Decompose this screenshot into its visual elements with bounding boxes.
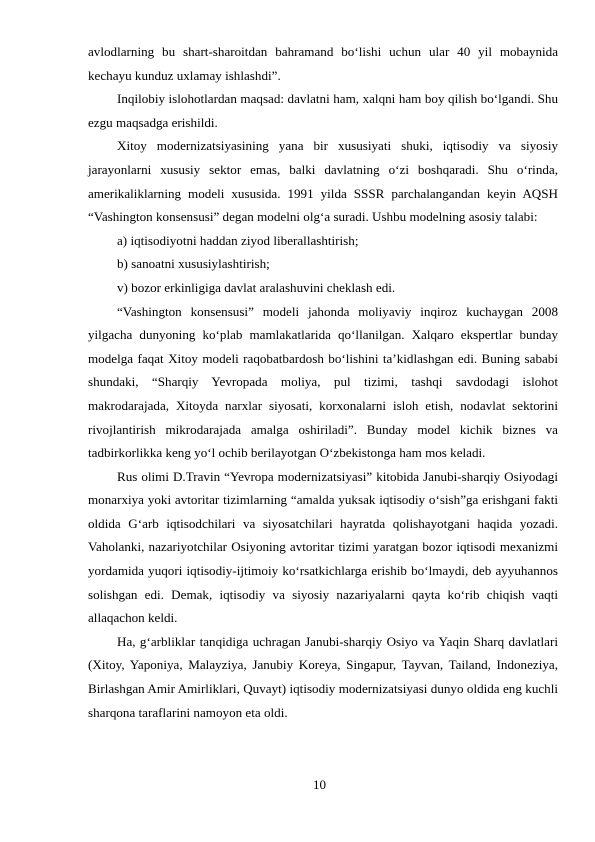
list-item-v: v) bozor erkinligiga davlat aralashuvini cheklash edi. xyxy=(117,279,396,295)
document-body xyxy=(88,40,558,724)
paragraph-washington-consensus: “Vashington konsensusi” modeli jahonda moliyaviy inqiroz kuchaygan 2008 yilgacha dunyoning ko‘plab mamlakatlarida qo‘llanilgan. Xalqaro ekspertlar bunday modelga faqat Xitoy modeli raqobatbardosh bo‘lishini ta’kidlashgan edi. Buning sababi shundaki, “Sharqiy Yevropada moliya, pul tizimi, tashqi savdodagi islohot makrodarajada, Xitoyda narxlar siyosati, korxonalarni isloh etish, nodavlat sektorini rivojlantirish mikrodarajada amalga oshiriladi”. Bunday model kichik biznes va tadbirkorlikka keng yo‘l ochib berilayotgan O‘zbekistonga ham mos keladi. xyxy=(88,303,558,461)
list-item-b: b) sanoatni xususiylashtirish; xyxy=(117,256,270,272)
list-item-a: a) iqtisodiyotni haddan ziyod liberallashtirish; xyxy=(117,232,359,248)
page-number: 10 xyxy=(312,777,327,792)
paragraph-east-asia: Ha, g‘arbliklar tanqidiga uchragan Janubi-sharqiy Osiyo va Yaqin Sharq davlatlari (Xitoy, Yaponiya, Malayziya, Janubiy Koreya, Singapur, Tayvan, Tailand, Indoneziya, Birlashgan Amir Amirliklari, Quvayt) iqtisodiy modernizatsiyasi dunyo oldida eng kuchli sharqona taraflarini namoyon eta oldi. xyxy=(88,633,558,720)
paragraph-china-modernization: Xitoy modernizatsiyasining yana bir xususiyati shuki, iqtisodiy va siyosiy jarayonlarni xususiy sektor emas, balki davlatning o‘zi boshqaradi. Shu o‘rinda, amerikaliklarning modeli xususida. 1991 yilda SSSR parchalangandan keyin AQSH “Vashington konsensusi” degan modelni olg‘a suradi. Ushbu modelning asosiy talabi: xyxy=(88,138,558,225)
paragraph-continuation: avlodlarning bu shart-sharoitdan bahramand bo‘lishi uchun ular 40 yil mobaynida kechayu kunduz uxlamay ishlashdi”. xyxy=(88,44,558,83)
paragraph-travin: Rus olimi D.Travin “Yevropa modernizatsiyasi” kitobida Janubi-sharqiy Osiyodagi monarxiya yoki avtoritar tizimlarning “amalda yuksak iqtisodiy o‘sish”ga erishgani fakti oldida G‘arb iqtisodchilari va siyosatchilari hayratda qolishayotgani haqida yozadi. Vaholanki, nazariyotchilar Osiyoning avtoritar tizimi yaratgan bozor iqtisodi mexanizmi yordamida yuqori iqtisodiy-ijtimoiy ko‘rsatkichlarga erishib bo‘lmaydi, deb ayyuhannos solishgan edi. Demak, iqtisodiy va siyosiy nazariyalarni qayta ko‘rib chiqish vaqti allaqachon keldi. xyxy=(88,468,558,626)
paragraph-reform-goal: Inqilobiy islohotlardan maqsad: davlatni ham, xalqni ham boy qilish bo‘lgandi. Shu ezgu maqsadga erishildi. xyxy=(88,91,558,130)
